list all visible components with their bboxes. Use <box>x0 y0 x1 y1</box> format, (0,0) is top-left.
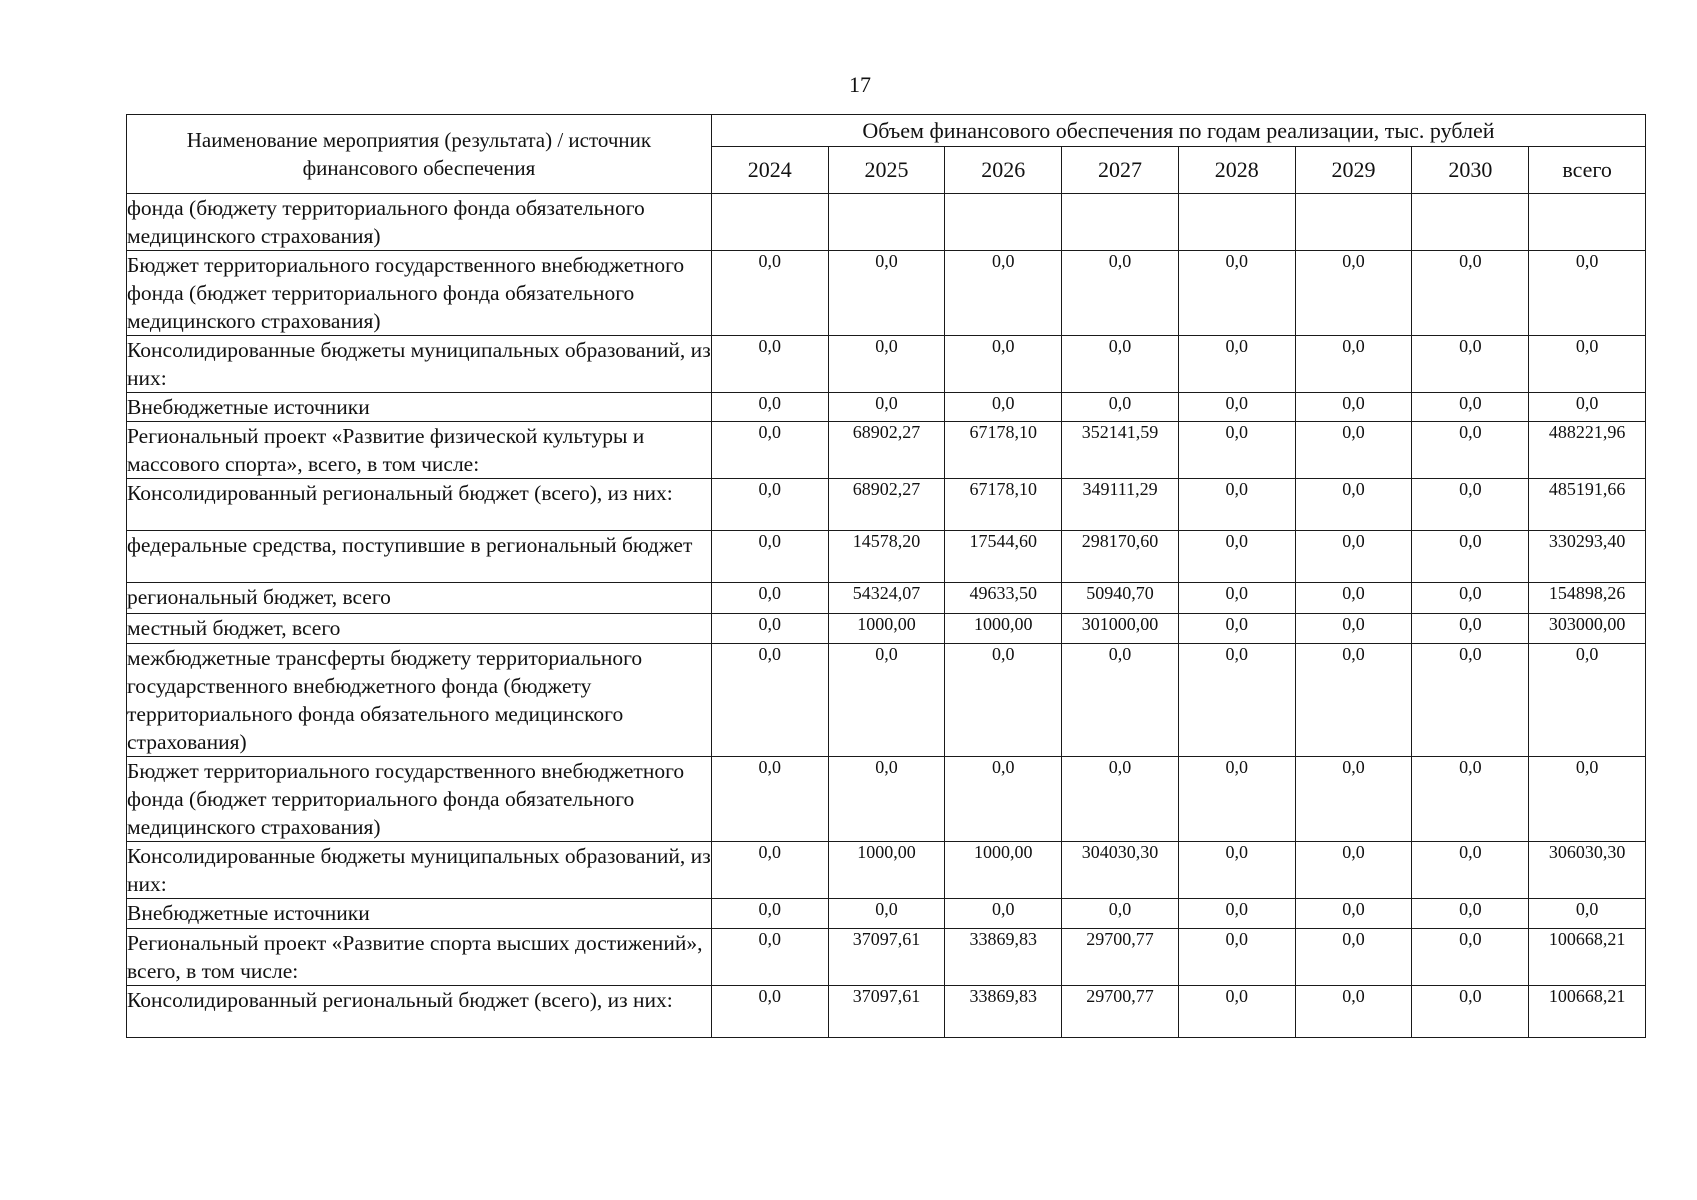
table-row <box>127 644 1646 757</box>
value-cell-2028: 0,0 <box>1178 899 1295 929</box>
value-cell-2029: 0,0 <box>1295 899 1412 929</box>
value-cell-2029: 0,0 <box>1295 422 1412 479</box>
value-cell-total: 100668,21 <box>1529 986 1646 1038</box>
value-cell-2026: 67178,10 <box>945 422 1062 479</box>
row-name-cell: Региональный проект «Развитие спорта высших достижений», всего, в том числе: <box>127 929 712 986</box>
year-header-2024: 2024 <box>711 147 828 194</box>
value-cell-2025: 0,0 <box>828 899 945 929</box>
value-cell-2030: 0,0 <box>1412 644 1529 757</box>
table-row <box>127 479 1646 531</box>
value-cell-2028: 0,0 <box>1178 336 1295 393</box>
value-cell-total: 0,0 <box>1529 899 1646 929</box>
value-cell-2026: 33869,83 <box>945 986 1062 1038</box>
value-cell-2027: 0,0 <box>1062 899 1179 929</box>
value-cell-total <box>1529 194 1646 251</box>
header-row-group <box>127 115 1646 147</box>
value-cell-2029: 0,0 <box>1295 583 1412 614</box>
year-header-2025: 2025 <box>828 147 945 194</box>
value-cell-2024: 0,0 <box>711 336 828 393</box>
value-cell-2029: 0,0 <box>1295 929 1412 986</box>
table-row <box>127 757 1646 842</box>
value-cell-2025: 1000,00 <box>828 842 945 899</box>
value-cell-2027 <box>1062 194 1179 251</box>
value-cell-2030: 0,0 <box>1412 531 1529 583</box>
value-cell-total: 485191,66 <box>1529 479 1646 531</box>
value-cell-2025: 0,0 <box>828 644 945 757</box>
table-row <box>127 899 1646 929</box>
value-cell-2030 <box>1412 194 1529 251</box>
table-row <box>127 336 1646 393</box>
value-cell-2026: 49633,50 <box>945 583 1062 614</box>
value-cell-2028: 0,0 <box>1178 986 1295 1038</box>
value-cell-2026: 0,0 <box>945 644 1062 757</box>
value-cell-2027: 29700,77 <box>1062 986 1179 1038</box>
row-name-cell: местный бюджет, всего <box>127 614 712 644</box>
name-column-header: Наименование мероприятия (результата) / источник финансового обеспечения <box>127 115 712 194</box>
value-cell-2027: 29700,77 <box>1062 929 1179 986</box>
value-cell-2026: 0,0 <box>945 757 1062 842</box>
row-name-cell: Консолидированные бюджеты муниципальных образований, из них: <box>127 336 712 393</box>
value-cell-2026: 33869,83 <box>945 929 1062 986</box>
value-cell-2029: 0,0 <box>1295 531 1412 583</box>
table-row <box>127 842 1646 899</box>
value-cell-total: 488221,96 <box>1529 422 1646 479</box>
value-cell-2027: 301000,00 <box>1062 614 1179 644</box>
value-cell-2027: 0,0 <box>1062 644 1179 757</box>
value-cell-2025: 0,0 <box>828 757 945 842</box>
value-cell-2024: 0,0 <box>711 251 828 336</box>
value-cell-2029: 0,0 <box>1295 757 1412 842</box>
value-cell-2029 <box>1295 194 1412 251</box>
row-name-cell: фонда (бюджету территориального фонда обязательного медицинского страхования) <box>127 194 712 251</box>
row-name-cell: Консолидированные бюджеты муниципальных образований, из них: <box>127 842 712 899</box>
value-cell-2030: 0,0 <box>1412 479 1529 531</box>
value-cell-2029: 0,0 <box>1295 986 1412 1038</box>
value-cell-2024: 0,0 <box>711 644 828 757</box>
value-cell-2029: 0,0 <box>1295 842 1412 899</box>
value-cell-2028: 0,0 <box>1178 614 1295 644</box>
table-header <box>127 115 1646 194</box>
value-cell-2026: 1000,00 <box>945 842 1062 899</box>
value-cell-2027: 0,0 <box>1062 251 1179 336</box>
value-cell-2025: 37097,61 <box>828 986 945 1038</box>
value-cell-2028: 0,0 <box>1178 251 1295 336</box>
value-cell-2030: 0,0 <box>1412 251 1529 336</box>
value-cell-2026 <box>945 194 1062 251</box>
value-cell-total: 154898,26 <box>1529 583 1646 614</box>
value-cell-2027: 349111,29 <box>1062 479 1179 531</box>
value-cell-2030: 0,0 <box>1412 583 1529 614</box>
value-cell-2029: 0,0 <box>1295 479 1412 531</box>
value-cell-2028: 0,0 <box>1178 929 1295 986</box>
funding-volume-header: Объем финансового обеспечения по годам реализации, тыс. рублей <box>711 115 1645 147</box>
value-cell-2029: 0,0 <box>1295 614 1412 644</box>
year-header-2030: 2030 <box>1412 147 1529 194</box>
table-body <box>127 194 1646 1038</box>
value-cell-2025: 1000,00 <box>828 614 945 644</box>
row-name-cell: Бюджет территориального государственного внебюджетного фонда (бюджет территориального фонда обязательного медицинского страхования) <box>127 757 712 842</box>
value-cell-2027: 0,0 <box>1062 393 1179 422</box>
year-header-2028: 2028 <box>1178 147 1295 194</box>
value-cell-2027: 50940,70 <box>1062 583 1179 614</box>
value-cell-2025: 68902,27 <box>828 479 945 531</box>
value-cell-2029: 0,0 <box>1295 336 1412 393</box>
value-cell-2028: 0,0 <box>1178 393 1295 422</box>
value-cell-2027: 298170,60 <box>1062 531 1179 583</box>
row-name-cell: Внебюджетные источники <box>127 899 712 929</box>
value-cell-2028: 0,0 <box>1178 842 1295 899</box>
value-cell-2024: 0,0 <box>711 531 828 583</box>
value-cell-2027: 352141,59 <box>1062 422 1179 479</box>
value-cell-2025: 0,0 <box>828 393 945 422</box>
value-cell-2028: 0,0 <box>1178 422 1295 479</box>
value-cell-total: 0,0 <box>1529 644 1646 757</box>
value-cell-2030: 0,0 <box>1412 899 1529 929</box>
page-number: 17 <box>849 72 871 97</box>
value-cell-2026: 17544,60 <box>945 531 1062 583</box>
value-cell-2030: 0,0 <box>1412 929 1529 986</box>
year-header-2029: 2029 <box>1295 147 1412 194</box>
value-cell-2026: 0,0 <box>945 393 1062 422</box>
value-cell-2025: 37097,61 <box>828 929 945 986</box>
value-cell-2025 <box>828 194 945 251</box>
row-name-cell: Региональный проект «Развитие физической культуры и массового спорта», всего, в том числе: <box>127 422 712 479</box>
table-row <box>127 393 1646 422</box>
value-cell-2025: 0,0 <box>828 336 945 393</box>
row-name-cell: региональный бюджет, всего <box>127 583 712 614</box>
value-cell-total: 0,0 <box>1529 757 1646 842</box>
table-row <box>127 986 1646 1038</box>
value-cell-2024: 0,0 <box>711 614 828 644</box>
table-row <box>127 251 1646 336</box>
value-cell-2030: 0,0 <box>1412 842 1529 899</box>
value-cell-2024: 0,0 <box>711 479 828 531</box>
row-name-cell: федеральные средства, поступившие в региональный бюджет <box>127 531 712 583</box>
year-header-total: всего <box>1529 147 1646 194</box>
value-cell-2024: 0,0 <box>711 393 828 422</box>
value-cell-total: 303000,00 <box>1529 614 1646 644</box>
value-cell-total: 306030,30 <box>1529 842 1646 899</box>
value-cell-2025: 0,0 <box>828 251 945 336</box>
table-row <box>127 614 1646 644</box>
value-cell-2028 <box>1178 194 1295 251</box>
table-row <box>127 531 1646 583</box>
financing-table <box>126 114 1646 1038</box>
table-row <box>127 194 1646 251</box>
value-cell-total: 0,0 <box>1529 251 1646 336</box>
value-cell-2025: 68902,27 <box>828 422 945 479</box>
table-row <box>127 929 1646 986</box>
value-cell-2028: 0,0 <box>1178 531 1295 583</box>
row-name-cell: Бюджет территориального государственного внебюджетного фонда (бюджет территориального фонда обязательного медицинского страхования) <box>127 251 712 336</box>
value-cell-2025: 14578,20 <box>828 531 945 583</box>
value-cell-2024: 0,0 <box>711 929 828 986</box>
value-cell-2027: 0,0 <box>1062 336 1179 393</box>
value-cell-2028: 0,0 <box>1178 644 1295 757</box>
row-name-cell: Внебюджетные источники <box>127 393 712 422</box>
table-row <box>127 583 1646 614</box>
value-cell-2027: 304030,30 <box>1062 842 1179 899</box>
value-cell-2024: 0,0 <box>711 583 828 614</box>
value-cell-2024: 0,0 <box>711 757 828 842</box>
year-header-2027: 2027 <box>1062 147 1179 194</box>
value-cell-2028: 0,0 <box>1178 479 1295 531</box>
value-cell-2024: 0,0 <box>711 899 828 929</box>
value-cell-2030: 0,0 <box>1412 422 1529 479</box>
value-cell-2027: 0,0 <box>1062 757 1179 842</box>
value-cell-2026: 67178,10 <box>945 479 1062 531</box>
value-cell-total: 0,0 <box>1529 336 1646 393</box>
row-name-cell: Консолидированный региональный бюджет (всего), из них: <box>127 479 712 531</box>
value-cell-2026: 0,0 <box>945 899 1062 929</box>
row-name-cell: межбюджетные трансферты бюджету территориального государственного внебюджетного фонда (бюджету территориального фонда обязательного медицинского страхования) <box>127 644 712 757</box>
value-cell-2026: 0,0 <box>945 251 1062 336</box>
value-cell-2025: 54324,07 <box>828 583 945 614</box>
value-cell-2030: 0,0 <box>1412 614 1529 644</box>
value-cell-2024 <box>711 194 828 251</box>
value-cell-2024: 0,0 <box>711 422 828 479</box>
value-cell-2024: 0,0 <box>711 986 828 1038</box>
value-cell-2028: 0,0 <box>1178 583 1295 614</box>
value-cell-total: 0,0 <box>1529 393 1646 422</box>
value-cell-2029: 0,0 <box>1295 393 1412 422</box>
value-cell-2028: 0,0 <box>1178 757 1295 842</box>
value-cell-2030: 0,0 <box>1412 393 1529 422</box>
table-row <box>127 422 1646 479</box>
year-header-2026: 2026 <box>945 147 1062 194</box>
row-name-cell: Консолидированный региональный бюджет (всего), из них: <box>127 986 712 1038</box>
value-cell-2024: 0,0 <box>711 842 828 899</box>
value-cell-2026: 1000,00 <box>945 614 1062 644</box>
value-cell-total: 100668,21 <box>1529 929 1646 986</box>
value-cell-2029: 0,0 <box>1295 644 1412 757</box>
value-cell-2030: 0,0 <box>1412 757 1529 842</box>
value-cell-2029: 0,0 <box>1295 251 1412 336</box>
value-cell-2030: 0,0 <box>1412 336 1529 393</box>
value-cell-total: 330293,40 <box>1529 531 1646 583</box>
value-cell-2026: 0,0 <box>945 336 1062 393</box>
value-cell-2030: 0,0 <box>1412 986 1529 1038</box>
